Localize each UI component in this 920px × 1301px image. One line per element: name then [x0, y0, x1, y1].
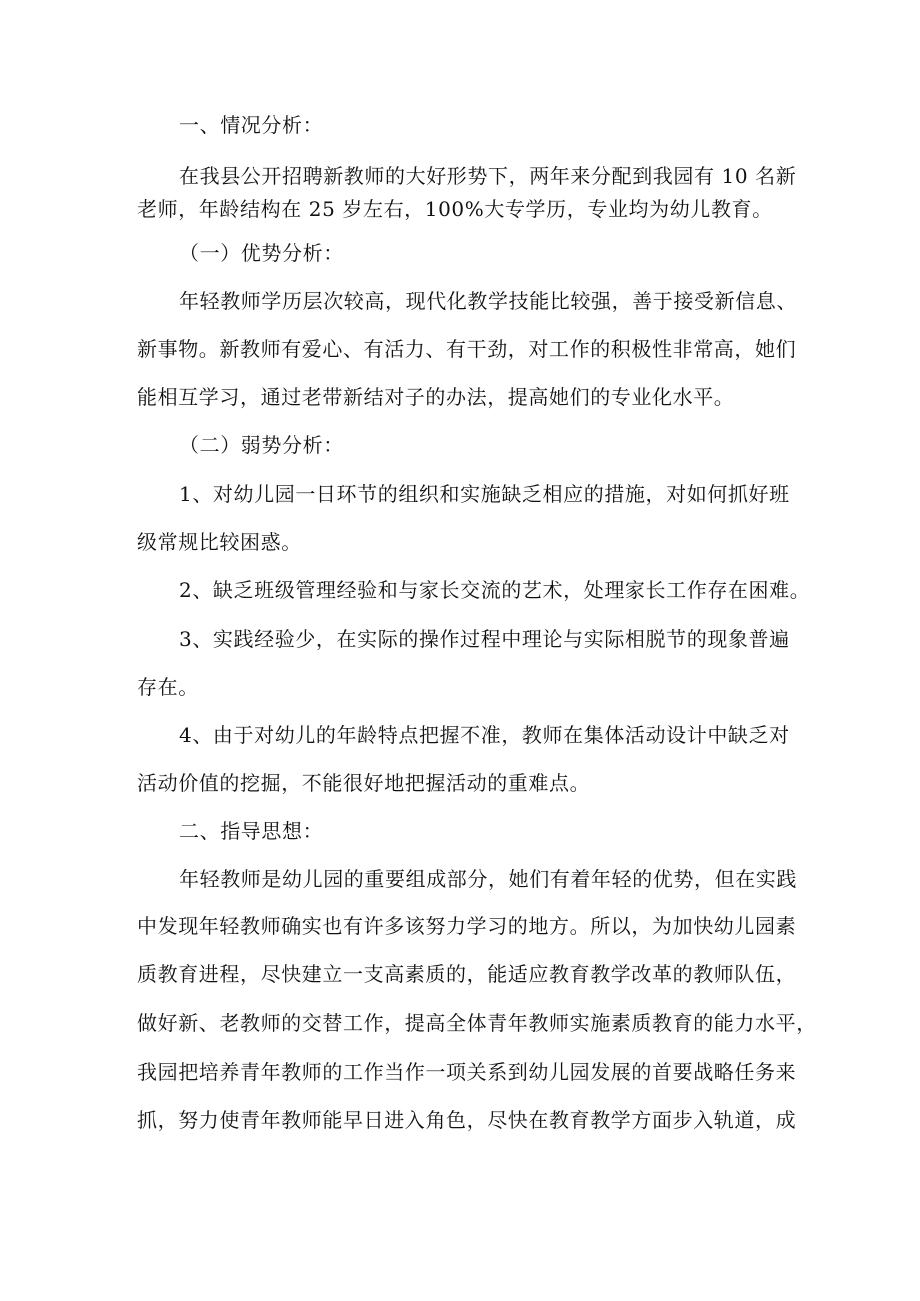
paragraph-line: 2、缺乏班级管理经验和与家长交流的艺术，处理家长工作存在困难。	[179, 578, 811, 602]
paragraph-line: 质教育进程，尽快建立一支高素质的，能适应教育教学改革的教师队伍，	[137, 962, 797, 986]
subsection-heading: （一）优势分析：	[179, 241, 344, 265]
paragraph-line: 中发现年轻教师确实也有许多该努力学习的地方。所以，为加快幼儿园素	[137, 914, 797, 938]
paragraph-line: 老师，年龄结构在 25 岁左右，100%大专学历，专业均为幼儿教育。	[137, 197, 773, 221]
section-heading: 二、指导思想：	[179, 819, 324, 843]
paragraph-line: 年轻教师学历层次较高，现代化教学技能比较强，善于接受新信息、	[179, 289, 797, 313]
paragraph-line: 活动价值的挖掘，不能很好地把握活动的重难点。	[137, 771, 591, 795]
paragraph-line: 年轻教师是幼儿园的重要组成部分，她们有着年轻的优势，但在实践	[179, 867, 797, 891]
paragraph-line: 在我县公开招聘新教师的大好形势下，两年来分配到我园有 10 名新	[179, 164, 797, 188]
paragraph-line: 能相互学习，通过老带新结对子的办法，提高她们的专业化水平。	[137, 385, 735, 409]
paragraph-line: 做好新、老教师的交替工作，提高全体青年教师实施素质教育的能力水平，	[137, 1011, 817, 1035]
paragraph-line: 3、实践经验少，在实际的操作过程中理论与实际相脱节的现象普遍	[179, 627, 790, 651]
section-heading: 一、情况分析：	[179, 113, 324, 137]
subsection-heading: （二）弱势分析：	[179, 433, 344, 457]
paragraph-line: 级常规比较困惑。	[137, 530, 302, 554]
paragraph-line: 我园把培养青年教师的工作当作一项关系到幼儿园发展的首要战略任务来	[137, 1060, 797, 1084]
paragraph-line: 4、由于对幼儿的年龄特点把握不准，教师在集体活动设计中缺乏对	[179, 723, 790, 747]
paragraph-line: 1、对幼儿园一日环节的组织和实施缺乏相应的措施，对如何抓好班	[179, 482, 790, 506]
paragraph-line: 新事物。新教师有爱心、有活力、有干劲，对工作的积极性非常高，她们	[137, 337, 797, 361]
paragraph-line: 存在。	[137, 675, 199, 699]
paragraph-line: 抓，努力使青年教师能早日进入角色，尽快在教育教学方面步入轨道，成	[137, 1108, 797, 1132]
